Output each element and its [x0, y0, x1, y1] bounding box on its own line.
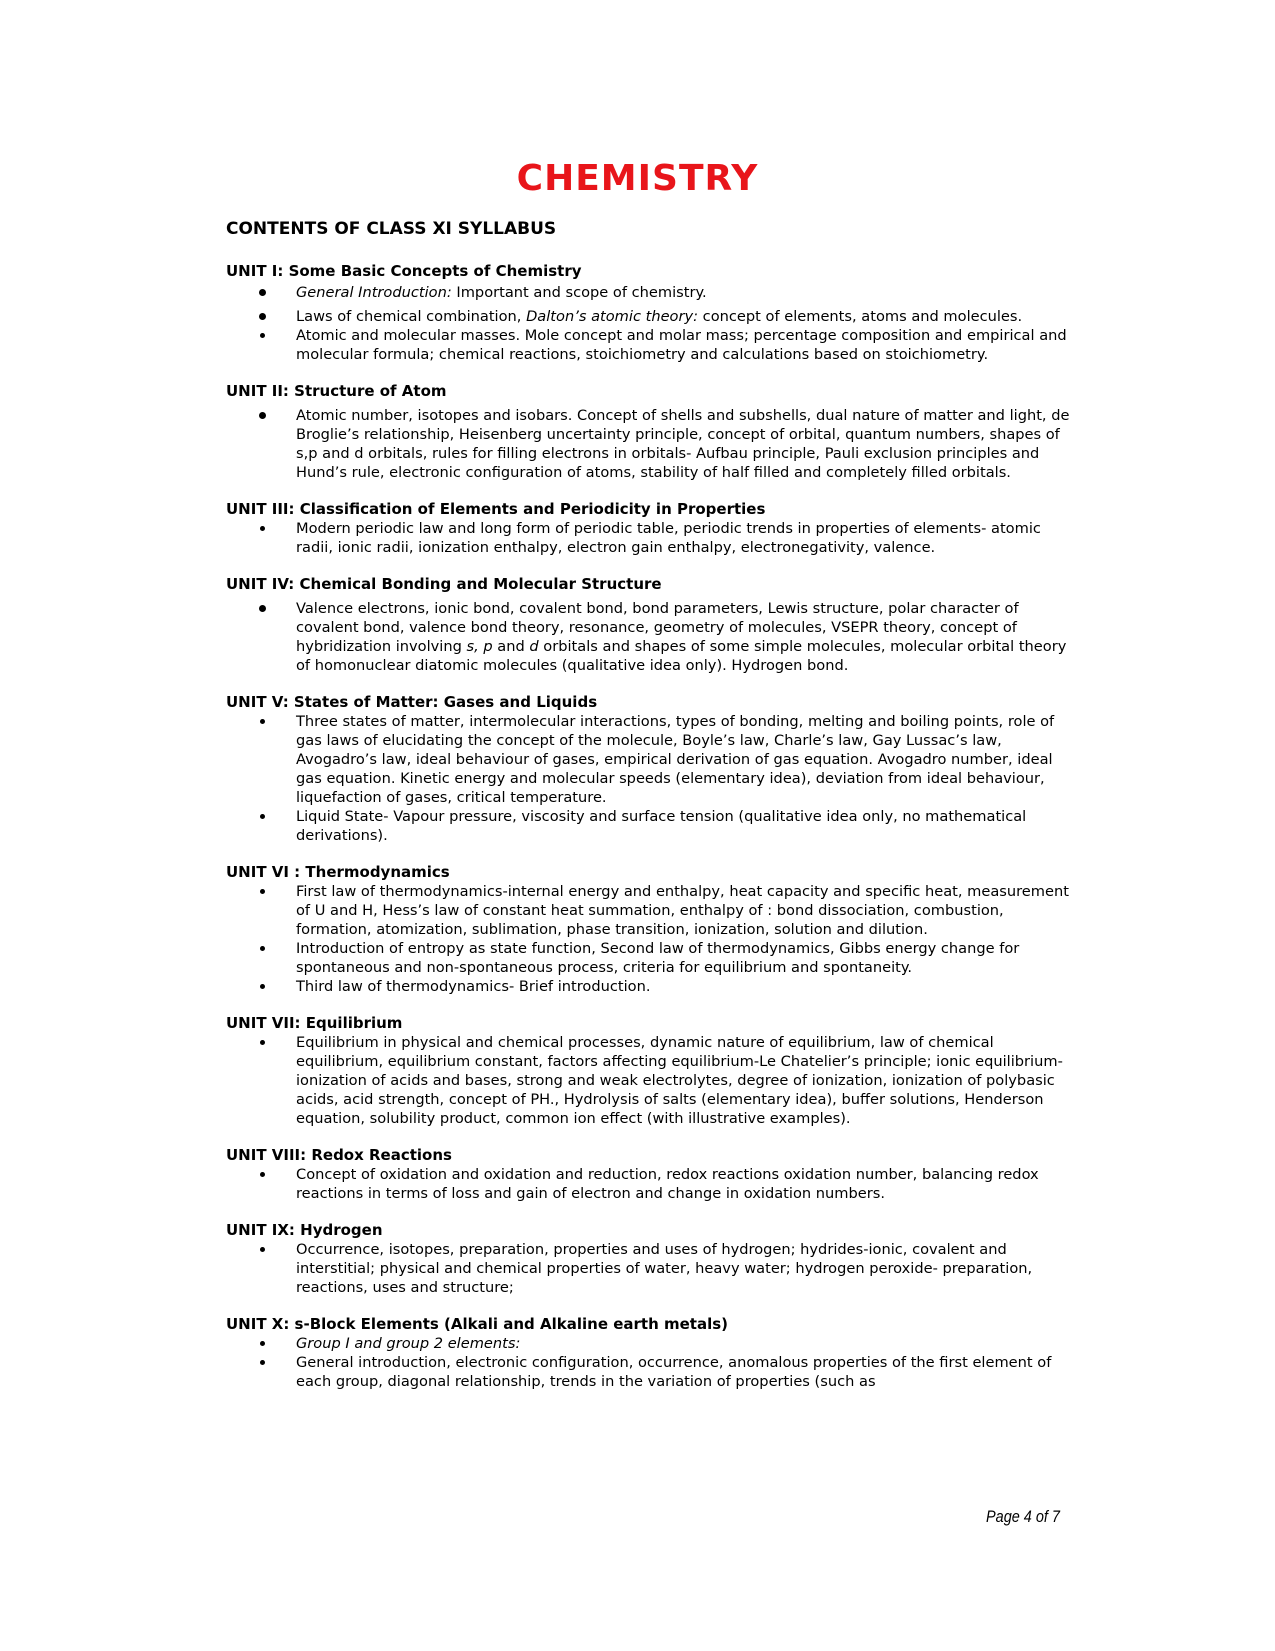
- bullet-icon: [260, 333, 265, 338]
- bullet-icon: [260, 814, 265, 819]
- unit-5: [226, 693, 1076, 845]
- bullet-text: concept of elements, atoms and molecules.: [698, 308, 1023, 325]
- bullet-icon: [260, 1247, 265, 1252]
- list-item: [226, 882, 1076, 939]
- bullet-icon: [260, 946, 265, 951]
- unit-2: [226, 382, 1076, 482]
- unit-title: UNIT V: States of Matter: Gases and Liquids: [226, 693, 598, 711]
- bullet-text: Important and scope of chemistry.: [451, 284, 707, 301]
- bullet-text: Introduction of entropy as state function, Second law of thermodynamics, Gibbs energy change for spontaneous and non-spontaneous process, criteria for equilibrium and spontaneity.: [296, 940, 1020, 976]
- unit-9: [226, 1221, 1076, 1297]
- unit-3: [226, 500, 1076, 557]
- bullet-text: Valence electrons, ionic bond, covalent bond, bond parameters, Lewis structure, polar character of covalent bond, valence bond theory, resonance, geometry of molecules, VSEPR theory, concept of hybridization involving: [296, 600, 1019, 655]
- bullet-icon: [259, 289, 266, 296]
- unit-title: UNIT VII: Equilibrium: [226, 1014, 403, 1032]
- bullet-list: [226, 599, 1076, 675]
- unit-title: UNIT VI : Thermodynamics: [226, 863, 450, 881]
- unit-1: [226, 262, 1076, 364]
- list-item: [226, 599, 1076, 675]
- bullet-text: Atomic and molecular masses. Mole concept and molar mass; percentage composition and empirical and molecular formula; chemical reactions, stoichiometry and calculations based on stoichiometry.: [296, 327, 1067, 363]
- bullet-text: Liquid State- Vapour pressure, viscosity and surface tension (qualitative idea only, no mathematical derivations).: [296, 808, 1027, 844]
- bullet-icon: [260, 1040, 265, 1045]
- contents-heading: CONTENTS OF CLASS XI SYLLABUS: [226, 219, 557, 239]
- unit-title: UNIT I: Some Basic Concepts of Chemistry: [226, 262, 582, 280]
- bullet-icon: [260, 719, 265, 724]
- list-item: [226, 519, 1076, 557]
- bullet-text: and: [492, 638, 530, 655]
- bullet-text: Modern periodic law and long form of periodic table, periodic trends in properties of elements- atomic radii, ionic radii, ionization enthalpy, electron gain enthalpy, electronegativity, valence.: [296, 520, 1041, 556]
- bullet-icon: [259, 412, 266, 419]
- bullet-text-italic: s, p: [466, 638, 493, 655]
- list-item: [226, 283, 1076, 302]
- unit-8: [226, 1146, 1076, 1203]
- list-item: [226, 1353, 1076, 1391]
- bullet-text: General introduction, electronic configuration, occurrence, anomalous properties of the first element of each group, diagonal relationship, trends in the variation of properties (such as: [296, 1354, 1052, 1390]
- unit-title: UNIT X: s-Block Elements (Alkali and Alkaline earth metals): [226, 1315, 729, 1333]
- list-item: [226, 1240, 1076, 1297]
- bullet-list: [226, 882, 1076, 996]
- bullet-icon: [260, 889, 265, 894]
- list-item: [226, 1334, 1076, 1353]
- bullet-text-italic: General Introduction:: [296, 284, 452, 301]
- bullet-icon: [260, 984, 265, 989]
- bullet-text: orbitals and shapes of some simple molecules, molecular orbital theory of homonuclear diatomic molecules (qualitative idea only). Hydrogen bond.: [296, 638, 1067, 674]
- page-title: CHEMISTRY: [516, 158, 759, 199]
- unit-title: UNIT II: Structure of Atom: [226, 382, 447, 400]
- bullet-text-italic: Group I and group 2 elements:: [296, 1335, 521, 1352]
- bullet-text: Equilibrium in physical and chemical processes, dynamic nature of equilibrium, law of chemical equilibrium, equilibrium constant, factors affecting equilibrium-Le Chatelier’s principle; ionic equilibrium- ionization of acids and bases, strong and weak electrolytes, degree of ionization, ionization of polybasic acids, acid strength, concept of PH., Hydrolysis of salts (elementary idea), buffer solutions, Henderson equation, solubility product, common ion effect (with illustrative examples).: [296, 1034, 1063, 1127]
- syllabus-content: [226, 218, 1076, 1409]
- bullet-list: [226, 1240, 1076, 1297]
- list-item: [226, 807, 1076, 845]
- list-item: [226, 326, 1076, 364]
- bullet-list: [226, 1165, 1076, 1203]
- bullet-text: Atomic number, isotopes and isobars. Concept of shells and subshells, dual nature of matter and light, de Broglie’s relationship, Heisenberg uncertainty principle, concept of orbital, quantum numbers, shapes of s,p and d orbitals, rules for filling electrons in orbitals- Aufbau principle, Pauli exclusion principles and Hund’s rule, electronic configuration of atoms, stability of half filled and completely filled orbitals.: [296, 407, 1070, 481]
- bullet-text: Concept of oxidation and oxidation and reduction, redox reactions oxidation number, balancing redox reactions in terms of loss and gain of electron and change in oxidation numbers.: [296, 1166, 1039, 1202]
- unit-title: UNIT IV: Chemical Bonding and Molecular Structure: [226, 575, 662, 593]
- bullet-text: First law of thermodynamics-internal energy and enthalpy, heat capacity and specific heat, measurement of U and H, Hess’s law of constant heat summation, enthalpy of : bond dissociation, combustion, formation, atomization, sublimation, phase transition, ionization, solution and dilution.: [296, 883, 1069, 938]
- list-item: [226, 1033, 1076, 1128]
- unit-10: [226, 1315, 1076, 1391]
- unit-6: [226, 863, 1076, 996]
- bullet-text: Laws of chemical combination,: [296, 308, 527, 325]
- unit-4: [226, 575, 1076, 675]
- unit-title: UNIT VIII: Redox Reactions: [226, 1146, 452, 1164]
- bullet-list: [226, 1033, 1076, 1128]
- bullet-list: [226, 1334, 1076, 1391]
- list-item: [226, 307, 1076, 326]
- list-item: [226, 712, 1076, 807]
- bullet-text: Third law of thermodynamics- Brief introduction.: [296, 978, 651, 995]
- bullet-text: Three states of matter, intermolecular interactions, types of bonding, melting and boiling points, role of gas laws of elucidating the concept of the molecule, Boyle’s law, Charle’s law, Gay Lussac’s law, Avogadro’s law, ideal behaviour of gases, empirical derivation of gas equation. Avogadro number, ideal gas equation. Kinetic energy and molecular speeds (elementary idea), deviation from ideal behaviour, liquefaction of gases, critical temperature.: [296, 713, 1055, 806]
- bullet-list: [226, 283, 1076, 364]
- unit-title: UNIT IX: Hydrogen: [226, 1221, 383, 1239]
- bullet-icon: [260, 1360, 265, 1365]
- bullet-icon: [260, 1172, 265, 1177]
- bullet-icon: [260, 1341, 265, 1346]
- bullet-list: [226, 519, 1076, 557]
- bullet-icon: [259, 313, 266, 320]
- bullet-text: Occurrence, isotopes, preparation, properties and uses of hydrogen; hydrides-ionic, covalent and interstitial; physical and chemical properties of water, heavy water; hydrogen peroxide- preparation, reactions, uses and structure;: [296, 1241, 1033, 1296]
- bullet-text-italic: d: [529, 638, 539, 655]
- unit-7: [226, 1014, 1076, 1128]
- unit-title: UNIT III: Classification of Elements and Periodicity in Properties: [226, 500, 766, 518]
- bullet-list: [226, 712, 1076, 845]
- list-item: [226, 406, 1076, 482]
- bullet-text-italic: Dalton’s atomic theory:: [526, 308, 699, 325]
- list-item: [226, 939, 1076, 977]
- bullet-icon: [260, 526, 265, 531]
- bullet-icon: [259, 605, 266, 612]
- bullet-list: [226, 406, 1076, 482]
- list-item: [226, 977, 1076, 996]
- page-number: Page 4 of 7: [986, 1507, 1060, 1526]
- list-item: [226, 1165, 1076, 1203]
